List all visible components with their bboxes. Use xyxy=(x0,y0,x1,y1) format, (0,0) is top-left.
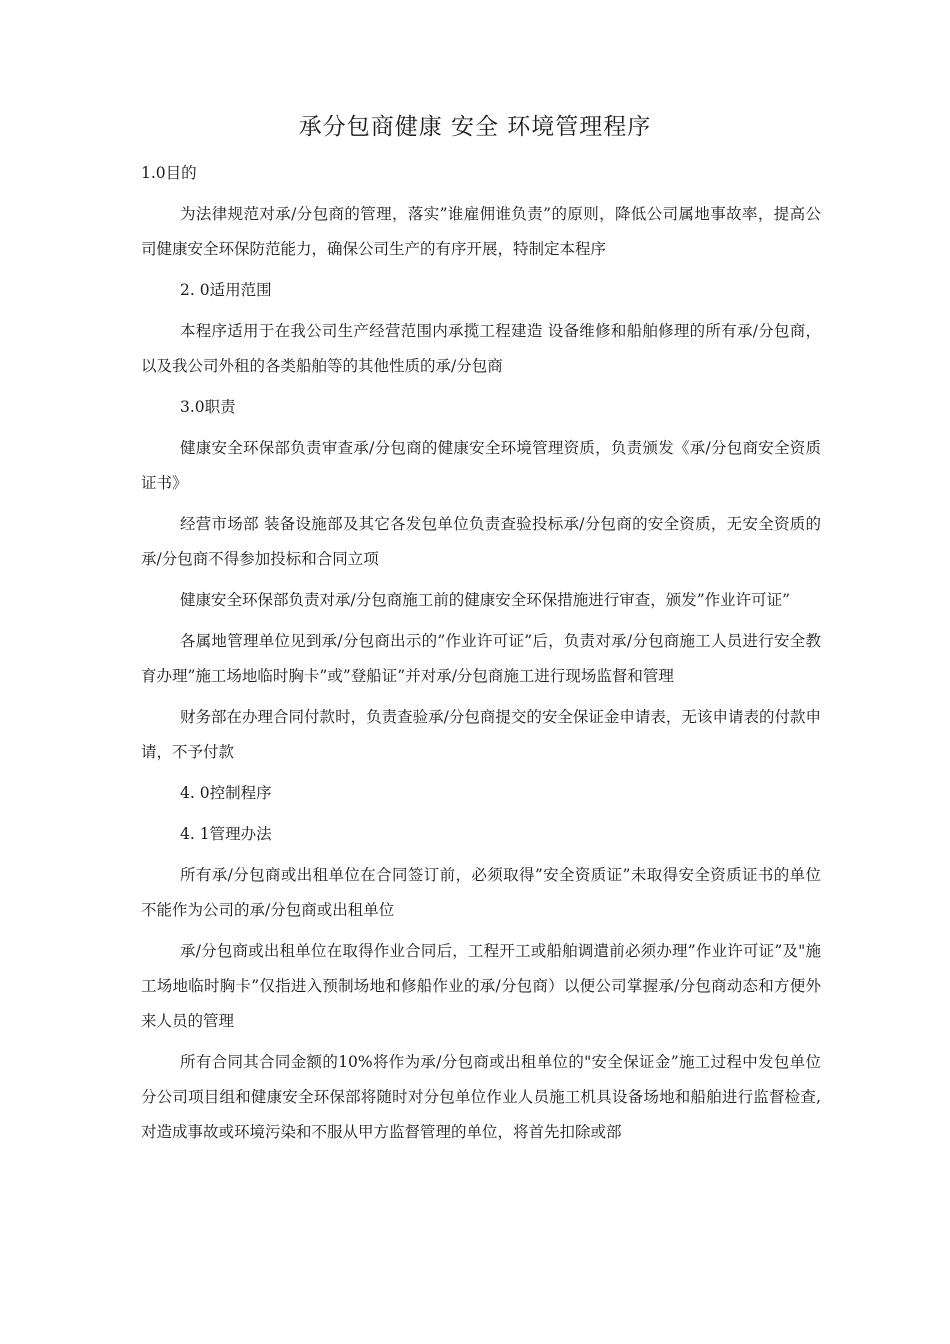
document-body xyxy=(141,156,821,1156)
body-paragraph: 健康安全环保部负责对承/分包商施工前的健康安全环保措施进行审查，颁发”作业许可证” xyxy=(180,591,791,609)
document-title: 承分包商健康 安全 环境管理程序 xyxy=(298,114,652,140)
section-heading: 3.0职责 xyxy=(180,398,236,416)
body-paragraph: 所有合同其合同金额的10%将作为承/分包商或出租单位的"安全保证金”施工过程中发包单位分公司项目组和健康安全环保部将随时对分包单位作业人员施工机具设备场地和船舶进行监督检查,对造成事故或环境污染和不服从甲方监督管理的单位，将首先扣除或部 xyxy=(141,1053,821,1141)
section-heading: 2. 0适用范围 xyxy=(180,281,272,299)
body-paragraph: 各属地管理单位见到承/分包商出示的”作业许可证”后，负责对承/分包商施工人员进行安全教育办理”施工场地临时胸卡”或”登船证”并对承/分包商施工进行现场监督和管理 xyxy=(141,632,821,685)
section-heading: 4. 1管理办法 xyxy=(180,825,272,843)
section-heading: 4. 0控制程序 xyxy=(180,784,272,802)
body-paragraph: 所有承/分包商或出租单位在合同签订前，必须取得”安全资质证”未取得安全资质证书的单位不能作为公司的承/分包商或出租单位 xyxy=(141,866,821,919)
body-paragraph: 为法律规范对承/分包商的管理，落实”谁雇佣谁负责”的原则，降低公司属地事故率，提高公司健康安全环保防范能力，确保公司生产的有序开展，特制定本程序 xyxy=(141,205,821,258)
body-paragraph: 承/分包商或出租单位在取得作业合同后，工程开工或船舶调遣前必须办理”作业许可证”及"施工场地临时胸卡”仅指进入预制场地和修船作业的承/分包商）以便公司掌握承/分包商动态和方便外来人员的管理 xyxy=(141,942,821,1030)
body-paragraph: 经营市场部 装备设施部及其它各发包单位负责查验投标承/分包商的安全资质，无安全资质的承/分包商不得参加投标和合同立项 xyxy=(141,515,821,568)
body-paragraph: 财务部在办理合同付款时，负责查验承/分包商提交的安全保证金申请表，无该申请表的付款申请，不予付款 xyxy=(141,708,821,761)
section-heading: 1.0目的 xyxy=(141,164,197,182)
body-paragraph: 健康安全环保部负责审查承/分包商的健康安全环境管理资质，负责颁发《承/分包商安全资质证书》 xyxy=(141,439,821,492)
body-paragraph: 本程序适用于在我公司生产经营范围内承揽工程建造 设备维修和船舶修理的所有承/分包商，以及我公司外租的各类船舶等的其他性质的承/分包商 xyxy=(141,322,821,375)
